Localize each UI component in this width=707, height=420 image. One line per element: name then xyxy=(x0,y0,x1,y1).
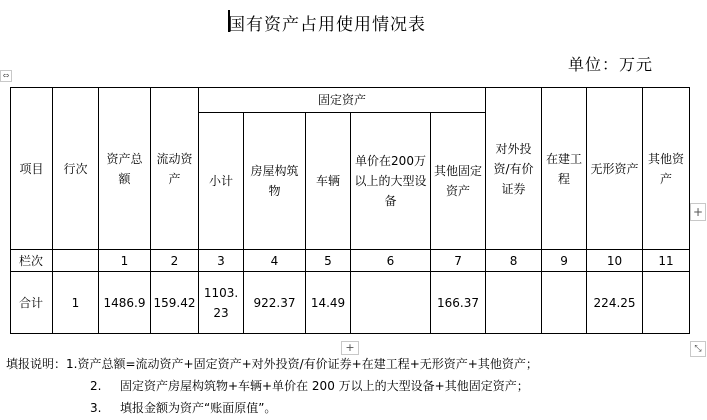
note-number: 2. xyxy=(90,379,102,393)
header-row-no: 行次 xyxy=(53,88,99,250)
column-index-cell: 11 xyxy=(643,250,690,272)
asset-table xyxy=(10,87,690,334)
column-index-cell: 7 xyxy=(431,250,486,272)
resize-diagonal-icon[interactable]: ⤡ xyxy=(690,341,706,357)
add-row-plus-icon[interactable]: + xyxy=(341,341,359,355)
note-item-2 xyxy=(90,377,529,394)
add-column-plus-icon[interactable]: + xyxy=(690,203,706,221)
equipment-value xyxy=(351,272,431,334)
column-index-cell: 3 xyxy=(199,250,244,272)
total-row-label: 合计 xyxy=(11,272,53,334)
header-subtotal: 小计 xyxy=(199,113,244,250)
total-row-no: 1 xyxy=(53,272,99,334)
header-buildings: 房屋构筑物 xyxy=(244,113,306,250)
header-total-assets: 资产总额 xyxy=(99,88,151,250)
column-index-cell: 4 xyxy=(244,250,306,272)
column-index-label: 栏次 xyxy=(11,250,53,272)
note-text: 固定资产房屋构筑物+车辆+单价在 200 万以上的大型设备+其他固定资产； xyxy=(120,379,529,393)
buildings-value: 922.37 xyxy=(244,272,306,334)
header-other-fixed: 其他固定资产 xyxy=(431,113,486,250)
note-text: 资产总额=流动资产+固定资产+对外投资/有价证券+在建工程+无形资产+其他资产； xyxy=(77,357,538,371)
column-index-cell: 5 xyxy=(306,250,351,272)
column-index-cell: 1 xyxy=(99,250,151,272)
investments-value xyxy=(486,272,542,334)
header-other-assets: 其他资产 xyxy=(643,88,690,250)
column-index-cell: 9 xyxy=(542,250,587,272)
other-assets-value xyxy=(643,272,690,334)
note-number: 1. xyxy=(66,357,78,371)
header-item: 项目 xyxy=(11,88,53,250)
notes-prefix: 填报说明： xyxy=(6,357,67,371)
intangible-value: 224.25 xyxy=(587,272,643,334)
subtotal-value: 1103.23 xyxy=(199,272,244,334)
column-index-cell: 10 xyxy=(587,250,643,272)
move-arrows-icon[interactable]: ⇔ xyxy=(0,70,12,82)
note-number: 3. xyxy=(90,401,102,415)
current-assets-value: 159.42 xyxy=(151,272,199,334)
header-intangible: 无形资产 xyxy=(587,88,643,250)
column-index-cell xyxy=(53,250,99,272)
header-investments: 对外投资/有价证券 xyxy=(486,88,542,250)
header-construction: 在建工程 xyxy=(542,88,587,250)
header-fixed-assets-group: 固定资产 xyxy=(199,88,486,113)
construction-value xyxy=(542,272,587,334)
column-index-cell: 6 xyxy=(351,250,431,272)
unit-label: 单位：万元 xyxy=(568,55,654,74)
column-index-cell: 2 xyxy=(151,250,199,272)
header-vehicles: 车辆 xyxy=(306,113,351,250)
note-item-3 xyxy=(90,399,276,416)
column-index-cell: 8 xyxy=(486,250,542,272)
header-current-assets: 流动资产 xyxy=(151,88,199,250)
total-assets-value: 1486.9 xyxy=(99,272,151,334)
other-fixed-value: 166.37 xyxy=(431,272,486,334)
note-text: 填报金额为资产“账面原值”。 xyxy=(120,401,277,415)
note-item-1 xyxy=(6,355,538,372)
vehicles-value: 14.49 xyxy=(306,272,351,334)
page-title: 国有资产占用使用情况表 xyxy=(228,15,426,35)
header-equipment-over-200: 单价在200万以上的大型设备 xyxy=(351,113,431,250)
